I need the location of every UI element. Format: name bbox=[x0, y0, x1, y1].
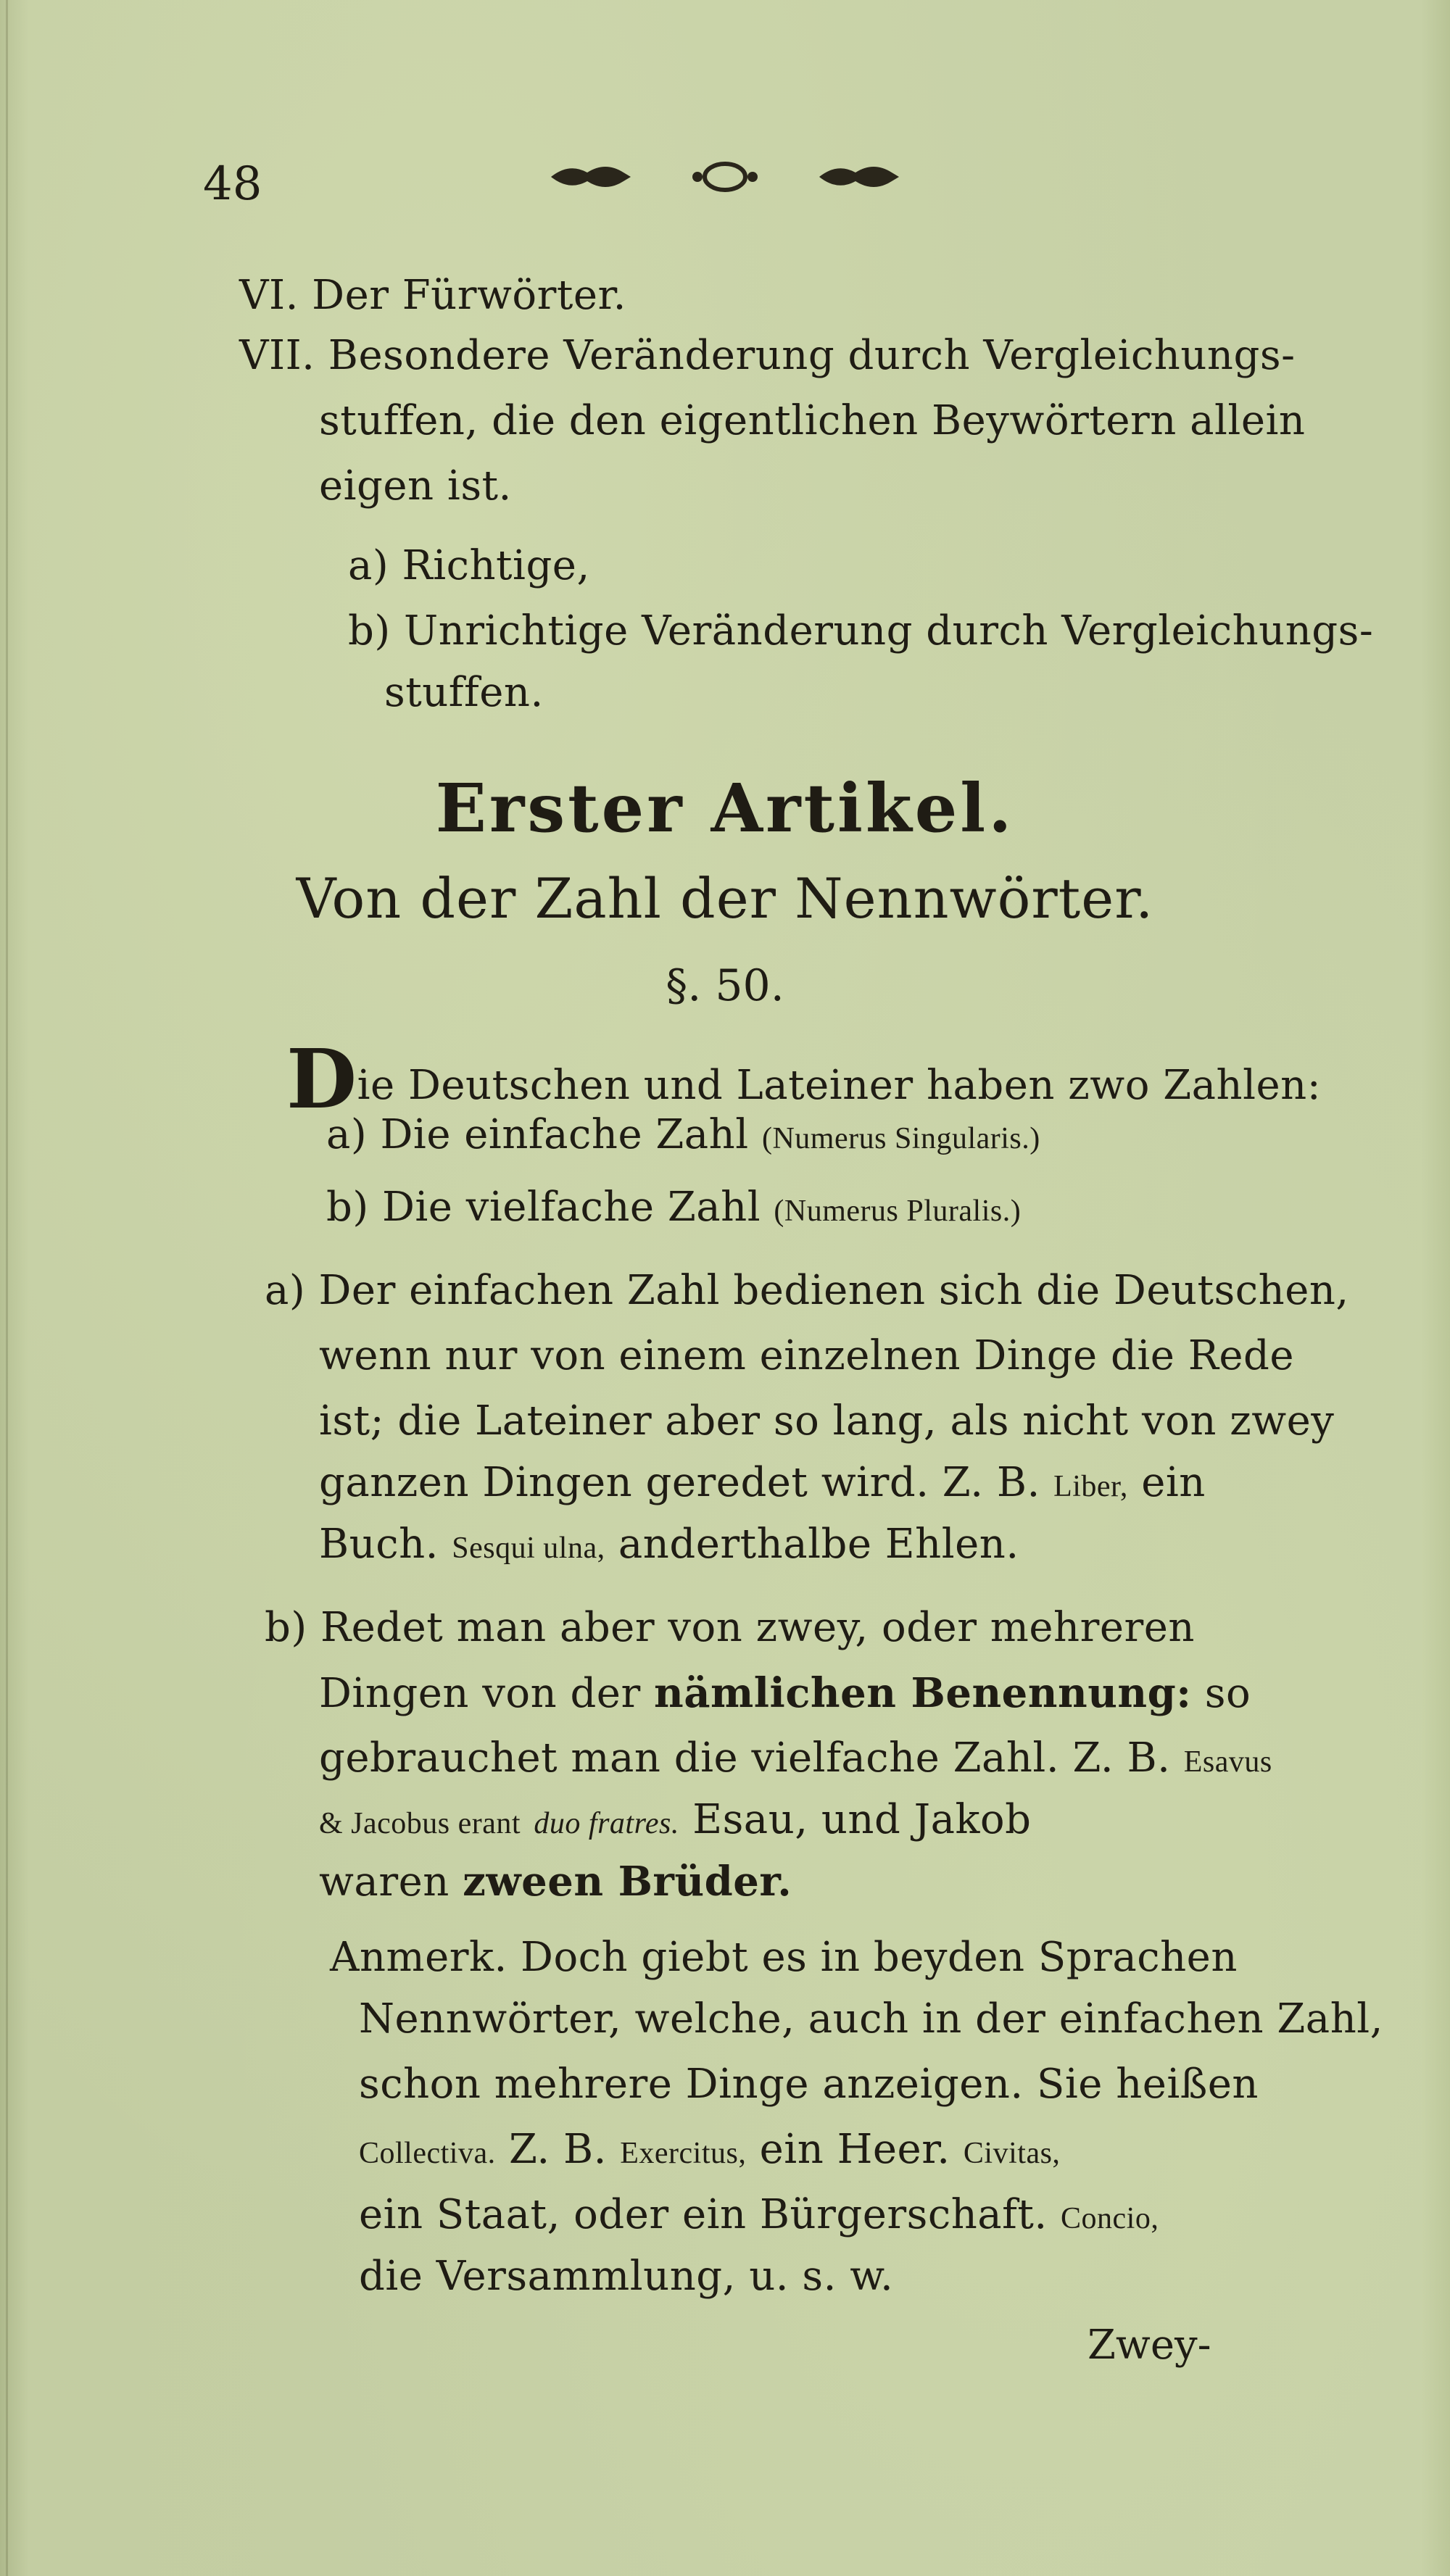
note-line5 bbox=[359, 2189, 1159, 2245]
line-plural bbox=[326, 1181, 1021, 1237]
para-b-line4-end: Esau, und Jakob bbox=[692, 1796, 1032, 1843]
drop-cap: D bbox=[286, 1032, 357, 1127]
para-a-line1: a) Der einfachen Zahl bedienen sich die Deutschen, bbox=[265, 1267, 1349, 1314]
para-b-line2-emph: nämlichen Benennung: bbox=[654, 1669, 1192, 1717]
para-a-line5 bbox=[319, 1518, 1019, 1574]
section-number: §. 50. bbox=[666, 960, 784, 1011]
singular-latin: (Numerus Singularis.) bbox=[761, 1122, 1040, 1155]
note-line1: Anmerk. Doch giebt es in beyden Sprachen bbox=[330, 1934, 1238, 1981]
line-vii-end: eigen ist. bbox=[319, 462, 512, 510]
para-a-line4-end: ein bbox=[1141, 1459, 1206, 1506]
para-b-line2-text: Dingen von der bbox=[319, 1670, 641, 1717]
note-latin-collectiva: Collectiva. bbox=[359, 2137, 496, 2170]
line-b-unrichtige: b) Unrichtige Veränderung durch Vergleichungs- bbox=[348, 607, 1374, 655]
singular-label: a) Die einfache Zahl bbox=[326, 1111, 749, 1158]
note-line2: Nennwörter, welche, auch in der einfachen Zahl, bbox=[359, 1995, 1383, 2043]
note-line3: schon mehrere Dinge anzeigen. Sie heißen bbox=[359, 2061, 1259, 2108]
para-b-line5-text: waren bbox=[319, 1858, 450, 1906]
note-line4-zb: Z. B. bbox=[508, 2126, 607, 2173]
article-title: Erster Artikel. bbox=[435, 769, 1015, 847]
para-b-line5-emph: zween Brüder. bbox=[463, 1858, 792, 1906]
page-gutter-shadow bbox=[6, 0, 8, 2576]
para-b-line5 bbox=[319, 1856, 792, 1908]
para-a-line5-end: anderthalbe Ehlen. bbox=[618, 1521, 1019, 1568]
article-subtitle: Von der Zahl der Nennwörter. bbox=[296, 866, 1154, 931]
line-b-cont: stuffen. bbox=[384, 669, 544, 716]
line-vi: VI. Der Fürwörter. bbox=[239, 272, 626, 319]
para-a-latin-liber: Liber, bbox=[1053, 1470, 1128, 1503]
header-ornament-icon bbox=[536, 155, 914, 199]
line-singular bbox=[326, 1109, 1040, 1165]
page-number: 48 bbox=[203, 157, 262, 211]
line-a-richtige: a) Richtige, bbox=[348, 542, 590, 589]
para-b-line2-end: so bbox=[1204, 1670, 1251, 1717]
para-a-line2: wenn nur von einem einzelnen Dinge die Rede bbox=[319, 1332, 1294, 1379]
intro-line bbox=[286, 1032, 1322, 1127]
note-line6: die Versammlung, u. s. w. bbox=[359, 2253, 894, 2300]
note-latin-exercitus: Exercitus, bbox=[620, 2137, 747, 2170]
intro-text: ie Deutschen und Lateiner haben zwo Zahlen: bbox=[357, 1062, 1322, 1109]
para-b-line3 bbox=[319, 1732, 1272, 1788]
para-b-line3-text: gebrauchet man die vielfache Zahl. Z. B. bbox=[319, 1734, 1171, 1782]
para-b-line4 bbox=[319, 1794, 1031, 1850]
note-latin-civitas: Civitas, bbox=[963, 2137, 1061, 2170]
para-b-latin-esavus: Esavus bbox=[1183, 1745, 1272, 1779]
note-line5-text: ein Staat, oder ein Bürgerschaft. bbox=[359, 2191, 1048, 2238]
para-a-line3: ist; die Lateiner aber so lang, als nicht von zwey bbox=[319, 1397, 1335, 1445]
para-a-line5-text: Buch. bbox=[319, 1521, 439, 1568]
plural-label: b) Die vielfache Zahl bbox=[326, 1184, 761, 1231]
para-a-line4 bbox=[319, 1457, 1206, 1513]
para-a-line4-text: ganzen Dingen geredet wird. Z. B. bbox=[319, 1459, 1040, 1506]
line-vii-cont: stuffen, die den eigentlichen Beywörtern allein bbox=[319, 397, 1306, 444]
plural-latin: (Numerus Pluralis.) bbox=[774, 1194, 1022, 1228]
para-b-latin-jacobus: & Jacobus erant bbox=[319, 1807, 521, 1840]
para-b-line1: b) Redet man aber von zwey, oder mehreren bbox=[265, 1604, 1195, 1651]
line-vii: VII. Besondere Veränderung durch Vergleichungs- bbox=[239, 332, 1296, 379]
para-b-latin-italic: duo fratres. bbox=[534, 1807, 679, 1840]
note-line4 bbox=[359, 2124, 1060, 2180]
para-a-latin-sesqui: Sesqui ulna, bbox=[452, 1532, 605, 1565]
para-b-line2 bbox=[319, 1667, 1251, 1720]
note-line4-heer: ein Heer. bbox=[759, 2126, 950, 2173]
catchword: Zwey- bbox=[1088, 2322, 1211, 2369]
note-latin-concio: Concio, bbox=[1061, 2202, 1159, 2235]
